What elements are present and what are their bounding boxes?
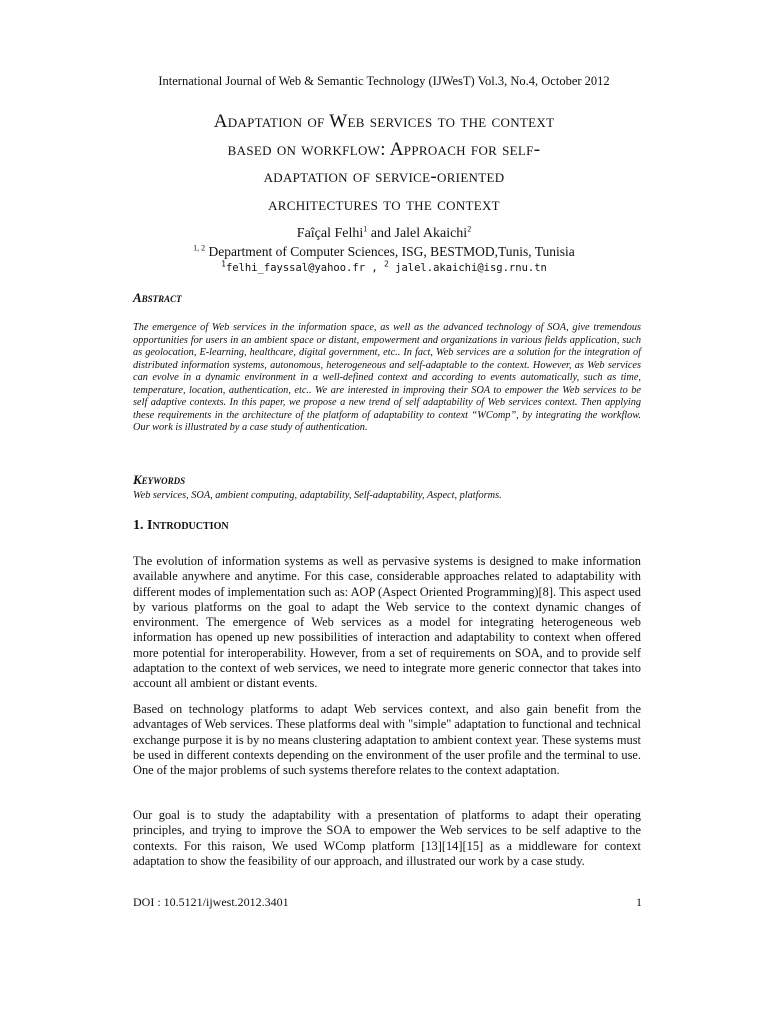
intro-paragraph-1: The evolution of information systems as well as pervasive systems is designed to make information available anywhere and anytime. For this case, considerable approaches related to adaptability with different modes of implementation such as: AOP (Aspect Oriented Programming)[8]. This aspect used by various platforms on the goal to adapt the Web service to the context dynamic changes of environment. The emergence of Web services as a model for integrating heterogeneous web information has opened up new possibilities of interaction and adaptability to context when offered more potential for interoperability. However, from a set of requirements on SOA, and to provide self adaptation to the context of web services, we need to integrate more generic connector that takes into account all ambient or distant events. <box>133 554 641 691</box>
abstract-text: The emergence of Web services in the information space, as well as the advanced technology of SOA, give tremendous opportunities for users in an ambient space or distant, empowerment and organizations in various fields application, such as geolocation, E-learning, healthcare, digital government, etc.. In fact, Web services are a solution for the integration of distributed information systems, autonomous, heterogeneous and self-adaptable to the context. However, as Web services can evolve in a dynamic environment in a well-defined context and according to events automatically, such as time, temperature, location, authentication, etc.. We are interested in improving their SOA to empower the Web services to be self adaptive contexts. In this paper, we propose a new trend of self adaptability of Web services context. Then applying these requirements in the architecture of the platform of adaptability to context “WComp”, by integrating the workflow. Our work is illustrated by a case study of authentication. <box>133 322 641 433</box>
footer-doi: DOI : 10.5121/ijwest.2012.3401 <box>133 895 289 909</box>
emails <box>0 259 768 274</box>
author-1: Faîçal Felhi <box>296 226 364 241</box>
affiliation <box>0 244 768 260</box>
title-line-3: adaptation of service-oriented <box>263 166 505 187</box>
affiliation-sup: 1, 2 <box>193 243 206 253</box>
authors-and: and <box>367 226 395 241</box>
keywords-heading: Keywords <box>133 472 186 487</box>
abstract-heading: Abstract <box>133 290 182 305</box>
email-1-sup: 1 <box>221 259 226 269</box>
page-number: 1 <box>636 895 642 909</box>
email-1: felhi_fayssal@yahoo.fr , <box>225 262 384 274</box>
keywords-text: Web services, SOA, ambient computing, adaptability, Self-adaptability, Aspect, platforms. <box>133 490 502 501</box>
intro-paragraph-2: Based on technology platforms to adapt Web services context, and also gain benefit from the advantages of Web services. These platforms deal with "simple" adaptation to functional and technical exchange purpose it is by no means clustering adaptation to ambient context year. These systems must be used in different contexts depending on the environment of the user profile and the terminal to use. One of the major problems of such systems therefore relates to the context adaptation. <box>133 702 641 778</box>
email-2: jalel.akaichi@isg.rnu.tn <box>388 262 547 274</box>
author-2: Jalel Akaichi <box>394 226 468 241</box>
authors <box>0 226 768 242</box>
title-line-2: based on workflow: Approach for self- <box>227 138 541 160</box>
title-line-1: Adaptation of Web services to the context <box>213 111 555 132</box>
paper-title <box>110 108 658 218</box>
journal-header: International Journal of Web & Semantic Technology (IJWesT) Vol.3, No.4, October 2012 <box>158 74 610 88</box>
author-2-sup: 2 <box>467 224 472 234</box>
intro-paragraph-3: Our goal is to study the adaptability with a presentation of platforms to adapt their operating principles, and trying to improve the SOA to empower the Web services to be self adaptive to the contexts. For this raison, We used WComp platform [13][14][15] as a middleware for context adaptation to show the feasibility of our approach, and illustrated our work by a case study. <box>133 808 641 868</box>
affiliation-text: Department of Computer Sciences, ISG, BESTMOD,Tunis, Tunisia <box>205 244 575 259</box>
introduction-heading: 1. Introduction <box>133 518 229 533</box>
title-line-4: architectures to the context <box>268 193 500 215</box>
author-1-sup: 1 <box>363 224 368 234</box>
email-2-sup: 2 <box>384 259 389 269</box>
